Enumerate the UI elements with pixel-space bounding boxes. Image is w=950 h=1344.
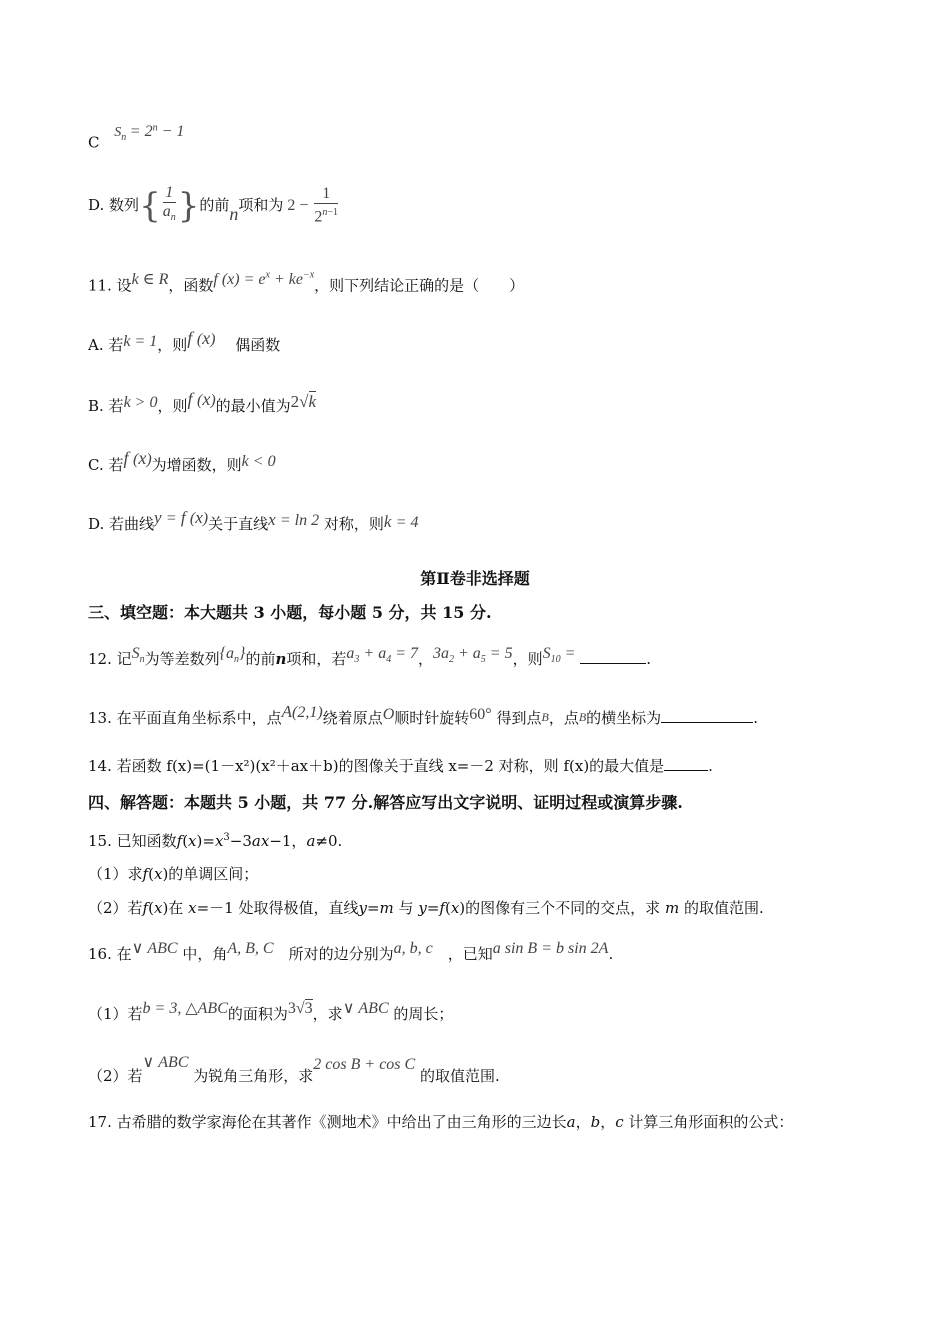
q15-part1-a: （1）求	[88, 865, 143, 883]
q16-text-d: ，已知	[447, 945, 493, 963]
q12-text-b: 为等差数列	[144, 650, 220, 668]
sine-relation: a sin B = b sin 2A	[492, 940, 609, 957]
s-n: $S_n$	[131, 645, 145, 666]
triangle-abc: ∨ ABC	[142, 1054, 189, 1071]
q12-text-d: 项和，若	[286, 650, 347, 668]
k-gt-0: k > 0	[123, 394, 158, 411]
q13-text-b: 绕着原点	[322, 709, 383, 727]
q11-a-label: A. 若	[88, 336, 124, 354]
f-of-x: f (x)	[123, 448, 152, 468]
q15-part1-b: 的单调区间；	[168, 865, 259, 883]
origin-o: O	[382, 706, 395, 723]
q16-part1-a: （1）若	[88, 1005, 143, 1023]
q10-option-c	[88, 122, 185, 159]
point-b: B	[578, 710, 587, 724]
q12: 12. 记$S_n$为等差数列$\{a_n\}$的前n项和，若$a_3 + a_4 = 7$，$3a_2 + a_5 = 5$，则$S_{10}$ = .	[88, 645, 651, 668]
side-c: c	[615, 1113, 624, 1131]
two-sqrt-k: 2√k	[290, 392, 317, 411]
k-in-r: k ∈ R	[131, 271, 169, 289]
q13-text-c: 顺时针旋转	[394, 709, 470, 727]
q16-part1-c: ，求	[312, 1005, 343, 1023]
q11-option-b	[88, 389, 317, 417]
y-eq-fx: y = f (x)	[154, 508, 209, 527]
q11-stem-text-b: ，函数	[168, 276, 214, 295]
q15-stem: 15. 已知函数$f(x)=x^3-3ax-1$，a≠0.	[88, 832, 343, 850]
cos-expression: 2 cos B + cos C	[313, 1056, 416, 1073]
q13-text-d: 得到点	[496, 709, 542, 727]
q16-part2	[88, 1054, 500, 1087]
3a2-plus-a5: $3a_2 + a_5 = 5$	[433, 645, 513, 666]
q16-text-a: 16. 在	[88, 945, 132, 963]
k-eq-1: k = 1	[123, 333, 158, 350]
q16-part2-c: 的取值范围.	[419, 1067, 500, 1085]
q11-stem	[88, 272, 524, 296]
q10-option-d-text2: 的前	[199, 196, 230, 214]
q16-part1-b: 的面积为	[227, 1005, 288, 1023]
q10-option-d	[88, 184, 340, 228]
q10-option-d-text3: 项和为	[238, 196, 284, 214]
q12-text-f: ，则	[512, 650, 543, 668]
q15-part2-a: （2）若	[88, 899, 143, 917]
s10: $S_{10}$ =	[542, 645, 576, 666]
right-brace: }	[177, 186, 200, 226]
sides-abc: a, b, c	[393, 940, 433, 957]
q16-part1	[88, 1000, 454, 1025]
q17-text: 17. 古希腊的数学家海伦在其著作《测地术》中给出了由三角形的三边长	[88, 1113, 567, 1131]
answer-blank[interactable]	[580, 649, 646, 664]
q16-part2-b: 为锐角三角形，求	[193, 1067, 314, 1085]
angles-abc: A, B, C	[227, 940, 274, 957]
point-b: B	[541, 710, 549, 724]
answer-blank[interactable]	[664, 756, 708, 771]
q13-text-a: 13. 在平面直角坐标系中，点	[88, 709, 282, 727]
q10-option-c-formula: $S_n = 2^n - 1$	[114, 122, 185, 143]
q15-part2-b: 在	[168, 899, 184, 917]
q11-b-mid: ，则	[157, 397, 188, 415]
part2-title: 第Ⅱ卷非选择题	[420, 569, 530, 588]
f-of-x: f (x)	[187, 389, 216, 409]
q11-d-mid: 关于直线	[208, 515, 269, 533]
variable-n: n	[229, 204, 239, 224]
q11-c-mid: 为增函数，则	[151, 456, 242, 474]
sixty-degrees: 60°	[469, 706, 492, 723]
f-definition: f $(x) = e^x + ke^{-x}$	[213, 270, 315, 289]
left-brace: {	[139, 186, 161, 226]
x-eq-ln2: x = ln 2	[268, 510, 320, 529]
q10-option-c-label: C	[88, 133, 100, 152]
q15-f-formula: f	[176, 832, 183, 850]
variable-n: n	[275, 650, 287, 668]
q16-part2-a: （2）若	[88, 1067, 143, 1085]
q15-part2-f: 的取值范围.	[683, 899, 764, 917]
point-a: A(2,1)	[281, 702, 323, 721]
fraction-1-over-2n-1: $\frac{1}{2^{n-1}}$	[314, 185, 339, 226]
triangle-abc: ∨ ABC	[342, 1000, 389, 1017]
q15-part1: （1）求f(x)的单调区间；	[88, 865, 259, 883]
answer-blank[interactable]	[661, 708, 753, 723]
triangle-abc: ∨ ABC	[131, 940, 178, 957]
q11-option-c	[88, 448, 276, 476]
side-b: b	[590, 1113, 601, 1131]
fraction-1-over-an: $\frac{1}{a_n}$	[162, 184, 176, 224]
q16-text-c: 所对的边分别为	[288, 945, 394, 963]
q11-d-label: D. 若曲线	[88, 515, 155, 533]
q11-stem-text-a: 11. 设	[88, 276, 132, 295]
q10-option-d-label: D.	[88, 196, 105, 214]
side-a: a	[566, 1113, 576, 1131]
section3-heading: 三、填空题：本大题共 3 小题，每小题 5 分，共 15 分.	[88, 603, 492, 622]
q13-text-f: 的横坐标为	[586, 709, 662, 727]
q12-text-c: 的前	[245, 650, 276, 668]
q14: 14. 若函数 f(x)=(1－x²)(x²＋ax＋b)的图像关于直线 x=－2 对称，则 f(x)的最大值是 .	[88, 757, 713, 775]
q15-part2: （2）若f(x)在 x=－1 处取得极值，直线y=m 与 y=f(x)的图像有三个不同的交点，求 m 的取值范围.	[88, 899, 764, 917]
three-sqrt-3: 3√3	[287, 1000, 313, 1017]
q12-comma: ，	[417, 650, 433, 668]
q11-d-end: 对称，则	[323, 515, 384, 533]
q11-a-mid: ，则	[157, 336, 188, 354]
q16-text-b: 中，角	[182, 945, 228, 963]
q13: 13. 在平面直角坐标系中，点A(2,1)绕着原点O顺时针旋转60° 得到点B，点B的横坐标为 .	[88, 702, 758, 727]
section4-heading: 四、解答题：本题共 5 小题，共 77 分.解答应写出文字说明、证明过程或演算步骤.	[88, 793, 683, 812]
q12-text-a: 12. 记	[88, 650, 132, 668]
q15-part2-d: 与	[398, 899, 414, 917]
q14-text: 14. 若函数 f(x)=(1－x²)(x²＋ax＋b)的图像关于直线 x=－2 对称，则 f(x)的最大值是	[88, 757, 665, 775]
b-eq-3-triangle: b = 3, △ABC	[142, 1000, 228, 1017]
q17-end: 计算三角形面积的公式：	[628, 1113, 794, 1131]
f-of-x: f (x)	[187, 328, 216, 348]
q16-part1-d: 的周长；	[393, 1005, 454, 1023]
q11-option-a	[88, 328, 281, 356]
q15-part2-e: 的图像有三个不同的交点，求	[465, 899, 661, 917]
q11-option-d	[88, 508, 419, 535]
q11-c-label: C. 若	[88, 456, 124, 474]
k-eq-4: k = 4	[383, 512, 419, 531]
sequence-an: $\{a_n\}$	[219, 645, 246, 666]
q15-stem-text: 15. 已知函数	[88, 832, 177, 850]
q10-option-d-text: 数列	[109, 196, 140, 214]
q17-stem: 17. 古希腊的数学家海伦在其著作《测地术》中给出了由三角形的三边长a，b，c 计算三角形面积的公式：	[88, 1113, 794, 1131]
a3-plus-a4: $a_3 + a_4 = 7$	[346, 645, 418, 666]
q11-stem-text-c: ，则下列结论正确的是（ ）	[314, 276, 525, 295]
q16-stem: 16. 在∨ ABC 中，角A, B, C 所对的边分别为a, b, c ，已知a sin B = b sin 2A.	[88, 940, 614, 963]
q13-text-e: ，点	[548, 709, 579, 727]
q11-a-end: 偶函数	[235, 336, 281, 354]
q11-b-end: 的最小值为	[215, 397, 291, 415]
q11-b-label: B. 若	[88, 397, 124, 415]
q15-part2-c: 处取得极值，直线	[238, 899, 359, 917]
k-lt-0: k < 0	[241, 453, 276, 470]
formula-2-minus: 2 −	[283, 197, 313, 214]
